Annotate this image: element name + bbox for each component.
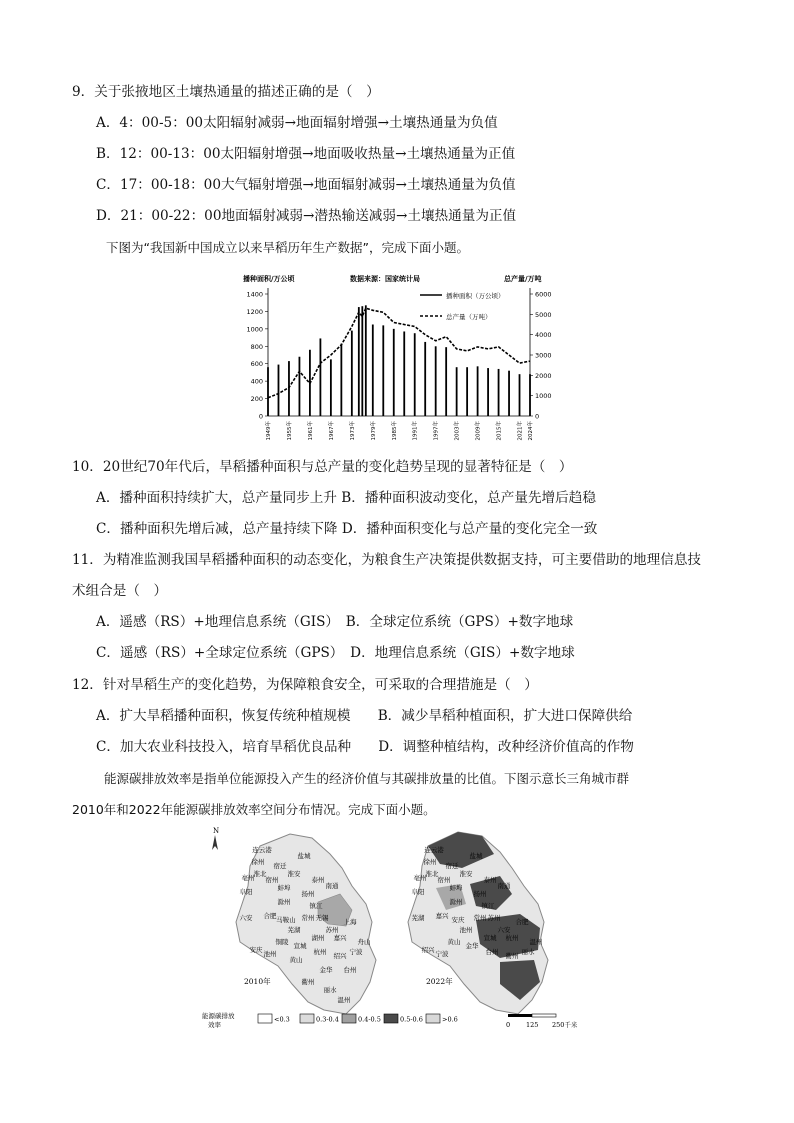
- chart-ylabel-right: 总产量/万吨: [504, 275, 542, 283]
- city-label: 宣城: [293, 942, 307, 950]
- city-label: 铜陵: [275, 938, 289, 946]
- city-label: 台州: [343, 966, 357, 974]
- city-label: 镇江: [481, 902, 495, 910]
- chart-svg: [240, 268, 560, 444]
- right-tick-label: 3000: [535, 351, 552, 360]
- legend-label: <0.3: [274, 1015, 290, 1024]
- right-tick-label: 5000: [535, 310, 552, 319]
- area-bar: [508, 371, 510, 416]
- x-tick-label: 1979年: [370, 421, 377, 441]
- chart-ylabel-left: 播种面积/万公顷: [243, 275, 295, 283]
- city-label: 六安: [497, 926, 511, 934]
- left-tick-label: 1000: [246, 325, 263, 334]
- carbon-efficiency-maps: [200, 824, 600, 1032]
- legend-swatch: [384, 1014, 398, 1023]
- scale-bar: [506, 1014, 578, 1029]
- x-tick-label: 1961年: [307, 421, 314, 441]
- city-label: 亳州: [241, 874, 255, 882]
- map-2022: [408, 832, 548, 1014]
- area-bar: [498, 369, 500, 416]
- city-label: 宿迁: [273, 862, 287, 870]
- q10-options-row2: C．播种面积先增后减，总产量持续下降 D．播种面积变化与总产量的变化完全一致: [96, 521, 598, 537]
- chart-axes: [246, 288, 551, 441]
- scale-bar-seg2: [532, 1014, 556, 1017]
- city-label: 宿迁: [445, 862, 459, 870]
- area-bar: [529, 374, 531, 416]
- x-tick-label: 2003年: [454, 421, 461, 441]
- city-label: 舟山: [357, 938, 371, 946]
- q9-option-c: C．17：00-18：00大气辐射增强→地面辐射减弱→土壤热通量为负值: [96, 177, 516, 193]
- city-label: 徐州: [423, 858, 437, 866]
- legend-title-line1: 能源碳排放: [202, 1012, 235, 1020]
- area-bar: [278, 365, 280, 416]
- map-2010: [236, 834, 376, 1014]
- legend-label: 0.5-0.6: [400, 1015, 423, 1024]
- city-label: 上海: [343, 918, 357, 926]
- q12-options-row2: C．加大农业科技投入，培育旱稻优良品种 D．调整种植结构，改种经济价值高的作物: [96, 739, 634, 755]
- right-tick-label: 6000: [535, 290, 552, 299]
- area-bar: [365, 305, 367, 416]
- x-tick-label: 2009年: [475, 421, 482, 441]
- legend-area-label: 播种面积（万公顷）: [446, 292, 505, 300]
- scale-label-125: 125: [526, 1021, 539, 1029]
- city-label: 盐城: [297, 852, 311, 860]
- legend-swatch: [426, 1014, 440, 1023]
- area-bar: [477, 366, 479, 416]
- area-bar: [351, 331, 353, 416]
- city-label: 常州: [473, 914, 487, 922]
- legend-label: 0.3-0.4: [316, 1015, 339, 1024]
- area-bar: [320, 338, 322, 416]
- city-label: 蚌埠: [277, 884, 291, 892]
- city-label: 温州: [529, 938, 543, 946]
- city-label: 淮北: [425, 870, 439, 878]
- scale-label-250: 250千米: [552, 1021, 578, 1029]
- area-bar: [393, 329, 395, 416]
- right-tick-label: 4000: [535, 331, 552, 340]
- city-label: 亳州: [413, 874, 427, 882]
- city-label: 杭州: [505, 934, 519, 942]
- city-label: 苏州: [487, 914, 501, 922]
- q11-stem-line1: 11．为精准监测我国旱稻播种面积的动态变化，为粮食生产决策提供数据支持，可主要借助的地理信息技: [72, 552, 702, 568]
- output-series-line: [268, 308, 530, 398]
- right-tick-label: 1000: [535, 392, 552, 401]
- city-label: 马鞍山: [276, 916, 296, 924]
- city-label: 芜湖: [411, 914, 425, 922]
- chart-output-line: [268, 308, 530, 398]
- area-bar: [382, 325, 384, 416]
- area-bar: [519, 374, 521, 416]
- area-bar: [456, 367, 458, 416]
- legend-label: 0.4-0.5: [358, 1015, 381, 1024]
- city-label: 湖州: [311, 934, 325, 942]
- maps-svg: [200, 824, 600, 1032]
- scale-label-0: 0: [506, 1021, 511, 1029]
- q10-options-row1: A．播种面积持续扩大，总产量同步上升 B．播种面积波动变化，总产量先增后趋稳: [96, 490, 596, 506]
- chart-source-note: 数据来源：国家统计局: [350, 275, 420, 283]
- q10-stem: 10．20世纪70年代后，旱稻播种面积与总产量的变化趋势呈现的显著特征是（ ）: [72, 459, 573, 475]
- area-bar: [466, 367, 468, 416]
- q9-option-d: D．21：00-22：00地面辐射减弱→潜热输送减弱→土壤热通量为正值: [96, 208, 517, 224]
- city-label: 嘉兴: [333, 934, 347, 942]
- city-label: 连云港: [252, 846, 272, 854]
- city-label: 金华: [319, 966, 333, 974]
- x-tick-label: 1973年: [349, 421, 356, 441]
- city-label: 无锡: [315, 914, 329, 922]
- area-bar: [435, 346, 437, 416]
- city-label: 扬州: [301, 890, 315, 898]
- city-label: 阜阳: [239, 888, 253, 896]
- city-label: 安庆: [451, 916, 465, 924]
- map-legend: [200, 1010, 600, 1030]
- north-arrow: [212, 827, 219, 850]
- city-label: 绍兴: [333, 952, 347, 960]
- area-bar: [487, 368, 489, 416]
- legend-label: >0.6: [442, 1015, 458, 1024]
- city-label: 合肥: [515, 918, 529, 926]
- city-label: 常州: [301, 914, 315, 922]
- city-label: 扬州: [473, 890, 487, 898]
- map-2010-year-label: 2010年: [244, 977, 271, 986]
- left-tick-label: 1400: [246, 290, 263, 299]
- chart-bars: [267, 305, 531, 416]
- city-label: 杭州: [313, 948, 327, 956]
- city-label: 宁波: [349, 948, 363, 956]
- x-tick-label: 1949年: [266, 421, 272, 441]
- city-label: 滁州: [449, 898, 463, 906]
- area-bar: [330, 359, 332, 416]
- x-tick-label: 2015年: [496, 421, 503, 441]
- map-intro-line1: 能源碳排放效率是指单位能源投入产生的经济价值与其碳排放量的比值。下图示意长三角城市群: [104, 771, 630, 786]
- right-tick-label: 2000: [535, 371, 552, 380]
- city-label: 苏州: [325, 926, 339, 934]
- legend-output-label: 总产量（万吨）: [446, 313, 492, 321]
- q9-stem: 9．关于张掖地区土壤热通量的描述正确的是（ ）: [72, 84, 380, 100]
- city-label: 南通: [497, 882, 511, 890]
- legend-swatch: [342, 1014, 356, 1023]
- city-label: 黄山: [447, 938, 461, 946]
- city-label: 南通: [325, 882, 339, 890]
- q11-options-row2: C．遥感（RS）+全球定位系统（GPS） D．地理信息系统（GIS）+数字地球: [96, 645, 575, 661]
- city-label: 泰州: [311, 876, 325, 884]
- city-label: 嘉兴: [435, 912, 449, 920]
- rice-production-chart: [240, 268, 560, 444]
- city-label: 金华: [465, 942, 479, 950]
- city-label: 宣城: [483, 934, 497, 942]
- legend-swatch: [258, 1014, 272, 1023]
- north-arrow-icon: [212, 835, 218, 850]
- city-label: 淮安: [459, 870, 473, 878]
- city-label: 衢州: [301, 978, 315, 986]
- city-label: 蚌埠: [449, 884, 463, 892]
- legend-swatch: [300, 1014, 314, 1023]
- left-tick-label: 200: [250, 395, 263, 404]
- left-tick-label: 1200: [246, 307, 263, 316]
- city-label: 池州: [263, 950, 277, 958]
- map-legend-svg: [200, 1010, 600, 1032]
- city-label: 温州: [337, 996, 351, 1004]
- q12-options-row1: A．扩大旱稻播种面积，恢复传统种植规模 B．减少旱稻种植面积，扩大进口保障供给: [96, 708, 633, 724]
- area-bar: [299, 357, 301, 416]
- left-tick-label: 800: [250, 342, 263, 351]
- right-tick-label: 0: [535, 412, 540, 421]
- city-label: 淮北: [253, 870, 267, 878]
- scale-bar-seg1: [508, 1014, 532, 1017]
- q9-option-a: A．4：00-5：00太阳辐射减弱→地面辐射增强→土壤热通量为负值: [96, 115, 498, 131]
- area-bar: [424, 342, 426, 416]
- area-bar: [414, 333, 416, 416]
- area-bar: [267, 367, 269, 416]
- city-label: 宁波: [435, 950, 449, 958]
- q11-stem-line2: 术组合是（ ）: [72, 583, 168, 599]
- map-intro-line2: 2010年和2022年能源碳排放效率空间分布情况。完成下面小题。: [72, 802, 436, 817]
- city-label: 宿州: [437, 876, 451, 884]
- legend-items: [258, 1014, 458, 1024]
- x-tick-label: 1967年: [328, 421, 335, 441]
- city-label: 绍兴: [421, 946, 435, 954]
- x-tick-label: 1997年: [433, 421, 440, 441]
- area-bar: [288, 361, 290, 416]
- x-tick-label: 2021年: [517, 421, 524, 441]
- city-label: 台州: [485, 948, 499, 956]
- q9-option-b: B．12：00-13：00太阳辐射增强→地面吸收热量→土壤热通量为正值: [96, 146, 516, 162]
- x-tick-label: 1991年: [412, 421, 419, 441]
- city-label: 丽水: [323, 986, 337, 994]
- city-label: 丽水: [521, 948, 535, 956]
- area-bar: [358, 307, 360, 416]
- city-label: 镇江: [309, 902, 323, 910]
- q12-stem: 12．针对旱稻生产的变化趋势，为保障粮食安全，可采取的合理措施是（ ）: [72, 677, 538, 693]
- left-tick-label: 0: [258, 412, 263, 421]
- city-label: 黄山: [289, 956, 303, 964]
- city-label: 芜湖: [287, 926, 301, 934]
- x-tick-label: 2024年: [528, 421, 534, 441]
- city-label: 徐州: [251, 858, 265, 866]
- area-bar: [372, 325, 374, 417]
- city-label: 衢州: [505, 952, 519, 960]
- x-tick-label: 1955年: [286, 421, 293, 441]
- city-label: 泰州: [483, 876, 497, 884]
- chart-legend: [420, 291, 505, 321]
- city-label: 淮安: [287, 870, 301, 878]
- city-label: 阜阳: [411, 888, 425, 896]
- city-label: 六安: [239, 914, 253, 922]
- left-tick-label: 600: [250, 360, 263, 369]
- city-label: 连云港: [424, 846, 444, 854]
- map-2022-year-label: 2022年: [426, 977, 453, 986]
- legend-title-line2: 效率: [208, 1021, 221, 1029]
- area-bar: [340, 344, 342, 416]
- city-label: 宿州: [265, 876, 279, 884]
- left-tick-label: 400: [250, 377, 263, 386]
- area-bar: [445, 347, 447, 416]
- q11-options-row1: A．遥感（RS）+地理信息系统（GIS） B．全球定位系统（GPS）+数字地球: [96, 614, 574, 630]
- x-tick-label: 1985年: [391, 421, 398, 441]
- area-bar: [403, 331, 405, 416]
- north-arrow-label: N: [213, 827, 220, 835]
- city-label: 池州: [459, 926, 473, 934]
- area-bar: [361, 306, 363, 416]
- city-label: 滁州: [277, 898, 291, 906]
- city-label: 合肥: [263, 912, 277, 920]
- chart-intro: 下图为“我国新中国成立以来旱稻历年生产数据”，完成下面小题。: [106, 240, 469, 255]
- city-label: 安庆: [249, 946, 263, 954]
- city-label: 盐城: [469, 852, 483, 860]
